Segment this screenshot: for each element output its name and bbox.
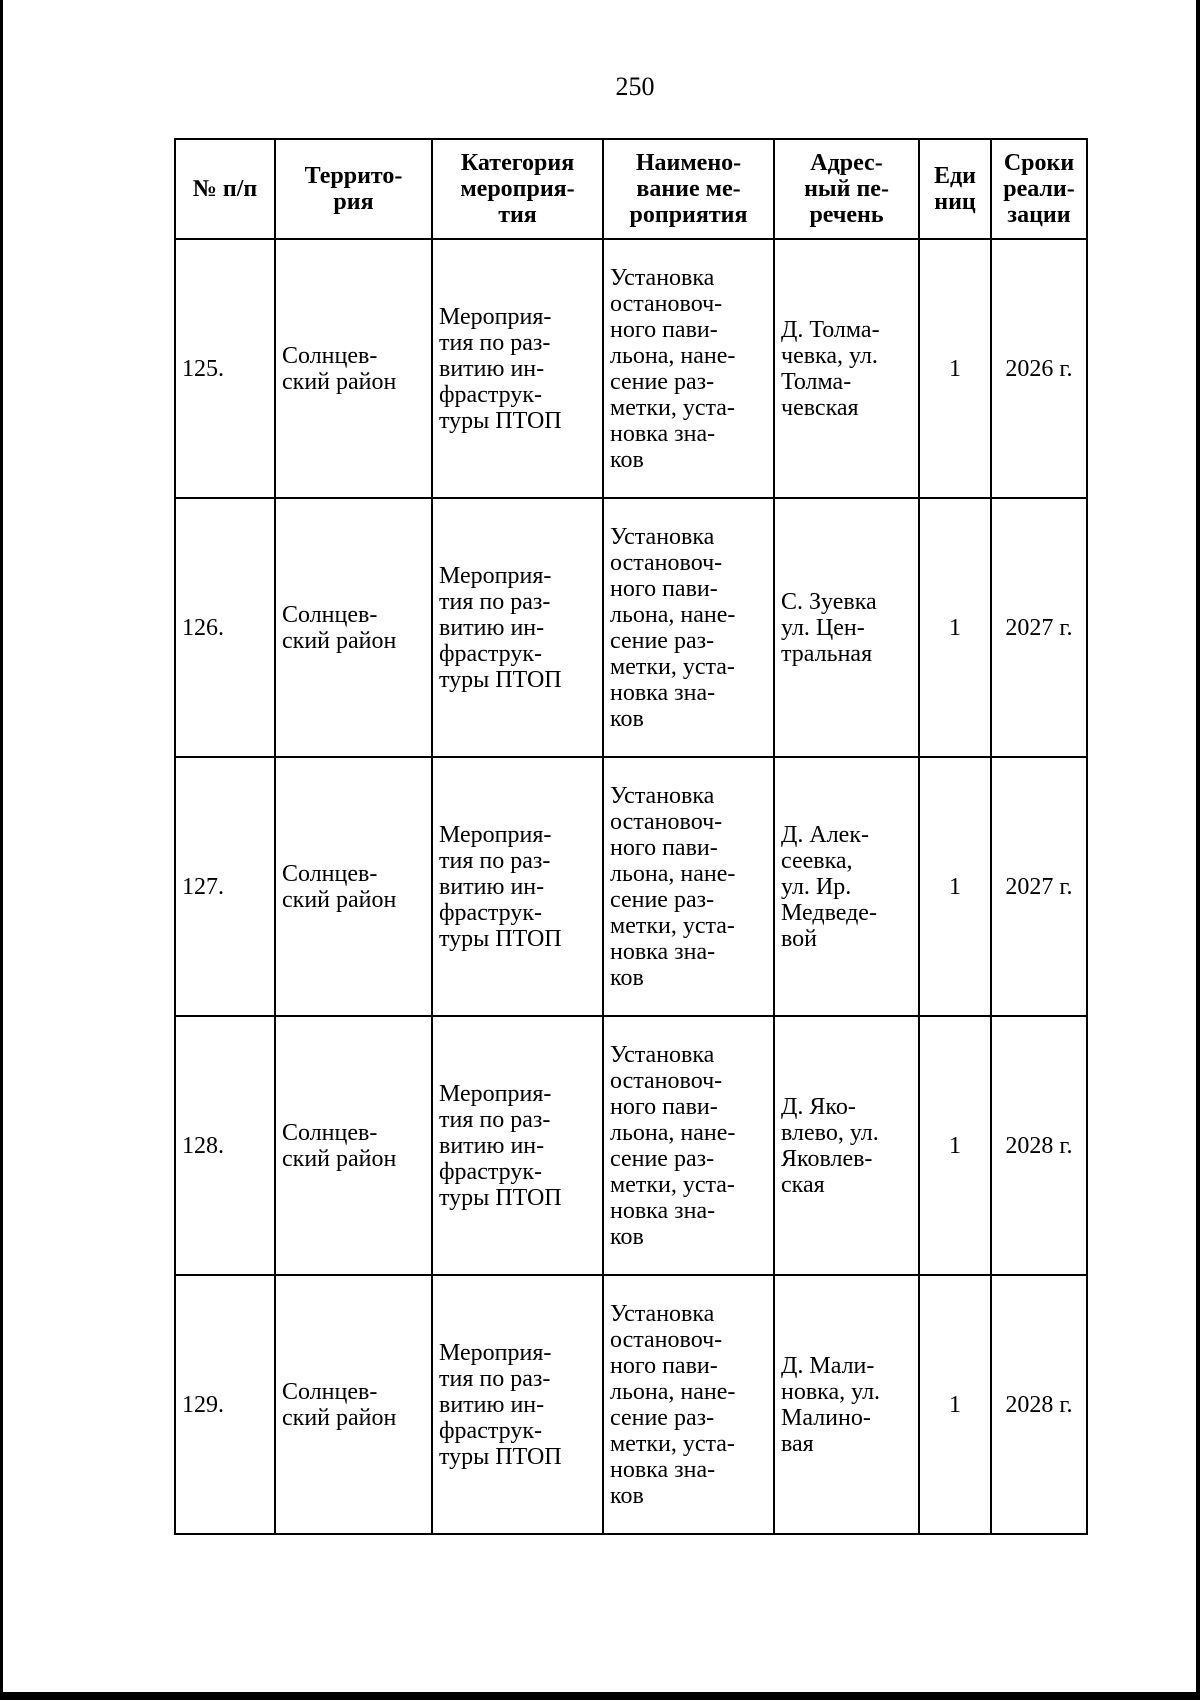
header-number	[175, 139, 275, 239]
header-line: зации	[1007, 202, 1071, 228]
row-measure-name	[603, 1016, 774, 1275]
row-territory-line: ский район	[282, 627, 397, 654]
row-measure-name-line: сение раз-	[610, 886, 715, 913]
row-measure-name-line: новка зна-	[610, 420, 716, 447]
scan-edge-bottom	[0, 1692, 1200, 1700]
table-row	[175, 1016, 1087, 1275]
header-units	[919, 139, 991, 239]
row-territory-line: Солнцев-	[282, 860, 378, 887]
row-address-line: новка, ул.	[781, 1378, 881, 1405]
row-category-line: тия по раз-	[439, 847, 551, 874]
row-measure-name-line: льона, нане-	[610, 601, 736, 628]
row-measure-name	[603, 498, 774, 757]
row-measure-name-line: метки, уста-	[610, 394, 735, 421]
row-measure-name-line: Установка	[610, 1300, 715, 1327]
row-address	[774, 757, 919, 1016]
row-term: 2027 г.	[991, 757, 1087, 1016]
header-line: № п/п	[192, 176, 258, 202]
row-number: 129.	[175, 1275, 275, 1534]
row-measure-name	[603, 1275, 774, 1534]
row-category-line: Мероприя-	[439, 821, 552, 848]
row-units: 1	[919, 239, 991, 498]
header-line: реали-	[1003, 176, 1075, 202]
row-category	[432, 1016, 603, 1275]
row-measure-name-line: остановоч-	[610, 1067, 723, 1094]
header-line: тия	[498, 202, 537, 228]
row-address-line: Толма-	[781, 368, 852, 395]
scan-edge-right	[1196, 0, 1200, 1700]
row-category-line: тия по раз-	[439, 588, 551, 615]
row-address	[774, 1016, 919, 1275]
header-territory	[275, 139, 432, 239]
header-line: рия	[333, 189, 374, 215]
row-category-line: витию ин-	[439, 355, 545, 382]
row-address-line: ул. Ир.	[781, 873, 852, 900]
table-body	[175, 239, 1087, 1534]
row-category	[432, 757, 603, 1016]
row-measure-name-line: новка зна-	[610, 679, 716, 706]
row-units: 1	[919, 757, 991, 1016]
row-measure-name	[603, 757, 774, 1016]
row-measure-name-line: новка зна-	[610, 1197, 716, 1224]
row-category-line: туры ПТОП	[439, 1184, 562, 1211]
row-category-line: фраструк-	[439, 640, 542, 667]
row-address-line: ская	[781, 1171, 825, 1198]
row-units: 1	[919, 1016, 991, 1275]
header-name	[603, 139, 774, 239]
row-territory-line: ский район	[282, 886, 397, 913]
row-measure-name-line: Установка	[610, 782, 715, 809]
row-address-line: Яковлев-	[781, 1145, 873, 1172]
row-category-line: фраструк-	[439, 1158, 542, 1185]
row-category-line: витию ин-	[439, 614, 545, 641]
row-number: 125.	[175, 239, 275, 498]
row-territory-line: Солнцев-	[282, 601, 378, 628]
row-address	[774, 1275, 919, 1534]
row-measure-name-line: сение раз-	[610, 1404, 715, 1431]
row-measure-name-line: новка зна-	[610, 938, 716, 965]
measures-table	[174, 138, 1088, 1535]
row-units: 1	[919, 1275, 991, 1534]
row-measure-name	[603, 239, 774, 498]
header-line: речень	[809, 202, 884, 228]
row-territory-line: Солнцев-	[282, 1378, 378, 1405]
row-measure-name-line: льона, нане-	[610, 860, 736, 887]
row-measure-name-line: ков	[610, 705, 644, 732]
header-line: Еди	[934, 163, 976, 189]
table-row	[175, 498, 1087, 757]
header-line: Наимено-	[635, 150, 742, 176]
row-address-line: влево, ул.	[781, 1119, 879, 1146]
row-category	[432, 239, 603, 498]
header-line: Категория	[460, 150, 575, 176]
row-territory	[275, 498, 432, 757]
row-territory	[275, 757, 432, 1016]
row-address-line: чевская	[781, 394, 859, 421]
table-row	[175, 239, 1087, 498]
row-measure-name-line: льона, нане-	[610, 1378, 736, 1405]
row-category-line: Мероприя-	[439, 1339, 552, 1366]
row-territory-line: ский район	[282, 1404, 397, 1431]
row-category-line: витию ин-	[439, 1391, 545, 1418]
row-address-line: С. Зуевка	[781, 588, 877, 615]
row-units: 1	[919, 498, 991, 757]
row-territory-line: ский район	[282, 368, 397, 395]
header-line: ниц	[934, 189, 976, 215]
row-category-line: тия по раз-	[439, 1106, 551, 1133]
row-category-line: витию ин-	[439, 1132, 545, 1159]
header-line: роприятия	[629, 202, 748, 228]
header-line: Террито-	[304, 163, 403, 189]
row-category-line: Мероприя-	[439, 303, 552, 330]
row-category-line: Мероприя-	[439, 562, 552, 589]
row-measure-name-line: остановоч-	[610, 1326, 723, 1353]
header-line: ный пе-	[804, 176, 889, 202]
row-measure-name-line: ков	[610, 964, 644, 991]
row-address-line: сеевка,	[781, 847, 853, 874]
row-measure-name-line: льона, нане-	[610, 342, 736, 369]
row-category-line: туры ПТОП	[439, 1443, 562, 1470]
row-category-line: туры ПТОП	[439, 925, 562, 952]
row-measure-name-line: Установка	[610, 264, 715, 291]
row-measure-name-line: ков	[610, 1223, 644, 1250]
page-number: 250	[615, 72, 655, 101]
row-number: 128.	[175, 1016, 275, 1275]
row-category-line: туры ПТОП	[439, 666, 562, 693]
row-category-line: фраструк-	[439, 1417, 542, 1444]
row-address-line: Д. Мали-	[781, 1352, 875, 1379]
row-term: 2026 г.	[991, 239, 1087, 498]
row-term: 2028 г.	[991, 1275, 1087, 1534]
row-measure-name-line: ков	[610, 446, 644, 473]
row-measure-name-line: остановоч-	[610, 808, 723, 835]
row-measure-name-line: Установка	[610, 1041, 715, 1068]
row-term: 2028 г.	[991, 1016, 1087, 1275]
header-address	[774, 139, 919, 239]
row-measure-name-line: остановоч-	[610, 290, 723, 317]
row-address-line: Д. Яко-	[781, 1093, 856, 1120]
row-measure-name-line: ного пави-	[610, 316, 718, 343]
row-territory	[275, 1016, 432, 1275]
row-territory-line: Солнцев-	[282, 342, 378, 369]
row-measure-name-line: ков	[610, 1482, 644, 1509]
row-measure-name-line: сение раз-	[610, 627, 715, 654]
row-measure-name-line: льона, нане-	[610, 1119, 736, 1146]
header-category	[432, 139, 603, 239]
header-line: мероприя-	[460, 176, 575, 202]
row-territory	[275, 1275, 432, 1534]
row-address-line: чевка, ул.	[781, 342, 878, 369]
header-line: Адрес-	[810, 150, 883, 176]
table-row	[175, 1275, 1087, 1534]
row-term: 2027 г.	[991, 498, 1087, 757]
row-number: 127.	[175, 757, 275, 1016]
row-measure-name-line: остановоч-	[610, 549, 723, 576]
row-measure-name-line: ного пави-	[610, 834, 718, 861]
header-line: Сроки	[1003, 150, 1075, 176]
row-territory-line: Солнцев-	[282, 1119, 378, 1146]
row-measure-name-line: ного пави-	[610, 1352, 718, 1379]
row-address-line: Д. Алек-	[781, 821, 869, 848]
row-measure-name-line: сение раз-	[610, 1145, 715, 1172]
row-measure-name-line: ного пави-	[610, 575, 718, 602]
row-number: 126.	[175, 498, 275, 757]
row-measure-name-line: метки, уста-	[610, 653, 735, 680]
table-row	[175, 757, 1087, 1016]
row-measure-name-line: Установка	[610, 523, 715, 550]
row-category-line: Мероприя-	[439, 1080, 552, 1107]
row-category-line: туры ПТОП	[439, 407, 562, 434]
row-address	[774, 239, 919, 498]
table-header-row	[175, 139, 1087, 239]
row-measure-name-line: метки, уста-	[610, 1430, 735, 1457]
row-category-line: фраструк-	[439, 899, 542, 926]
row-territory	[275, 239, 432, 498]
row-measure-name-line: метки, уста-	[610, 912, 735, 939]
row-territory-line: ский район	[282, 1145, 397, 1172]
row-address-line: вой	[781, 925, 818, 952]
header-term	[991, 139, 1087, 239]
row-measure-name-line: метки, уста-	[610, 1171, 735, 1198]
row-category-line: витию ин-	[439, 873, 545, 900]
row-address-line: ул. Цен-	[781, 614, 865, 641]
row-address-line: вая	[781, 1430, 814, 1457]
row-category-line: тия по раз-	[439, 1365, 551, 1392]
row-category-line: фраструк-	[439, 381, 542, 408]
row-address-line: Д. Толма-	[781, 316, 880, 343]
row-address-line: Малино-	[781, 1404, 871, 1431]
header-line: вание ме-	[636, 176, 741, 202]
row-address	[774, 498, 919, 757]
row-category	[432, 1275, 603, 1534]
row-measure-name-line: новка зна-	[610, 1456, 716, 1483]
row-address-line: Медведе-	[781, 899, 877, 926]
row-measure-name-line: сение раз-	[610, 368, 715, 395]
row-category	[432, 498, 603, 757]
row-address-line: тральная	[781, 640, 873, 667]
scan-edge-left	[0, 0, 3, 1700]
row-category-line: тия по раз-	[439, 329, 551, 356]
row-measure-name-line: ного пави-	[610, 1093, 718, 1120]
